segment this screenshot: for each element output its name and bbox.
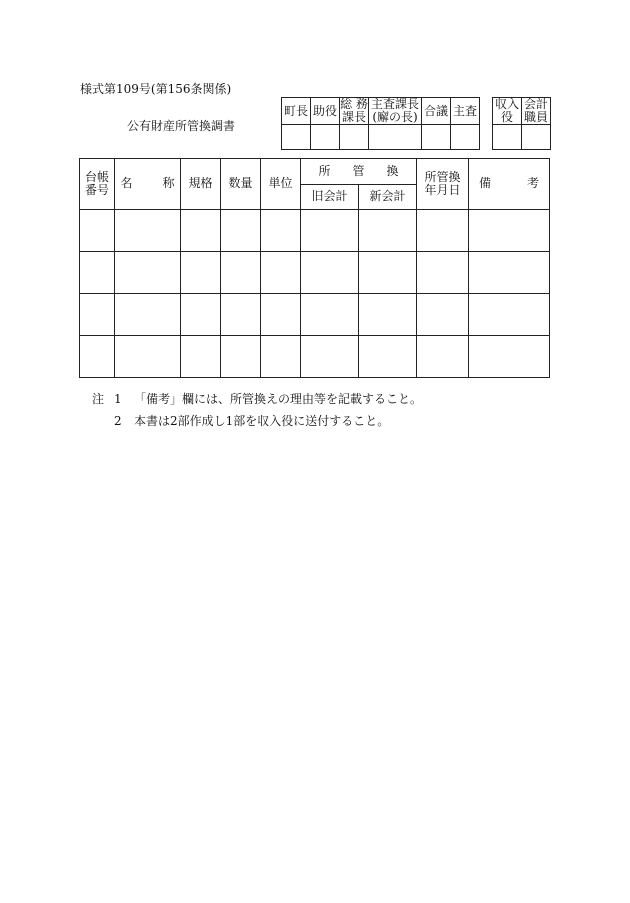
header-name: 名 称 [115,159,181,210]
notes-section [92,388,422,432]
table-row [80,252,550,294]
approval-cell-chief: 主査 [451,98,480,125]
table-row [80,210,550,252]
stamp-box [422,125,451,150]
approval-cell-mayor: 町長 [282,98,311,125]
table-row [80,336,550,378]
treasurer-stamp-table [492,97,551,150]
approval-cell-chief-manager: 主査課長 (廨の長) [369,98,422,125]
header-ledger-number: 台帳 番号 [80,159,115,210]
stamp-box [451,125,480,150]
transfer-survey-table [79,158,550,378]
approval-cell-deputy: 助役 [311,98,340,125]
approval-stamp-table [281,97,480,150]
approval-cell-general-affairs: 総 務 課長 [340,97,368,125]
stamp-box [311,125,340,150]
header-transfer-date: 所管換 年月日 [417,159,469,210]
note-item: 注 1 「備考」欄には、所管換えの理由等を記載すること。 [92,388,422,410]
form-number-label: 様式第109号(第156条関係) [80,82,232,96]
note-prefix: 注 [92,392,105,406]
header-old-account: 旧会計 [301,184,359,210]
stamp-box [493,125,522,150]
note-item: 2 本書は2部作成し1部を収入役に送付すること。 [114,414,390,428]
header-unit: 単位 [261,159,301,210]
stamp-box [340,125,369,150]
document-title: 公有財産所管換調書 [127,119,236,133]
approval-cell-treasurer: 収入 役 [493,98,522,125]
stamp-box [369,125,422,150]
approval-cell-accounting-staff: 会計 職員 [522,98,551,125]
stamp-box [282,125,311,150]
table-row [80,294,550,336]
header-spec: 規格 [181,159,221,210]
header-new-account: 新会計 [359,184,417,210]
header-remarks: 備 考 [469,159,550,210]
header-transfer: 所 管 換 [301,159,417,185]
approval-cell-consultation: 合議 [422,98,451,125]
header-quantity: 数量 [221,159,261,210]
stamp-box [522,125,551,150]
